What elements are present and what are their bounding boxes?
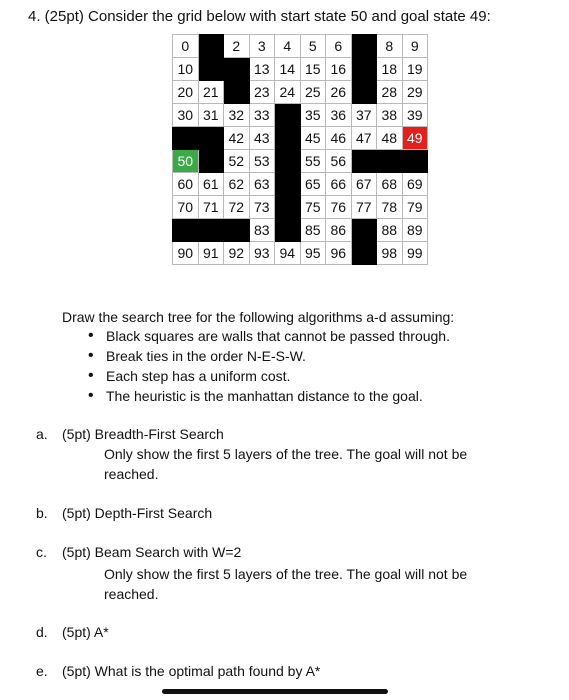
grid-cell: 45 xyxy=(300,127,326,150)
grid-cell: 16 xyxy=(326,58,352,81)
grid-cell: 71 xyxy=(198,196,224,219)
grid-cell: 99 xyxy=(402,242,428,265)
grid-row xyxy=(173,127,428,150)
wall-cell xyxy=(198,150,224,173)
grid-cell: 15 xyxy=(300,58,326,81)
wall-cell xyxy=(198,58,224,81)
grid-cell: 25 xyxy=(300,81,326,104)
grid-cell: 6 xyxy=(326,35,352,58)
grid-cell: 29 xyxy=(402,81,428,104)
grid-cell: 24 xyxy=(275,81,301,104)
assumption-item: • The heuristic is the manhattan distance to the goal. xyxy=(88,386,450,406)
grid-cell: 53 xyxy=(249,150,275,173)
grid-cell: 30 xyxy=(173,104,199,127)
wall-cell xyxy=(198,35,224,58)
wall-cell xyxy=(275,104,301,127)
wall-cell xyxy=(275,150,301,173)
grid-cell: 13 xyxy=(249,58,275,81)
wall-cell xyxy=(224,81,250,104)
wall-cell xyxy=(275,127,301,150)
grid-cell: 36 xyxy=(326,104,352,127)
question-a-title: (5pt) Breadth-First Search xyxy=(62,426,224,442)
wall-cell xyxy=(377,150,403,173)
grid-cell: 89 xyxy=(402,219,428,242)
grid-row xyxy=(173,173,428,196)
wall-cell xyxy=(275,219,301,242)
grid-cell: 92 xyxy=(224,242,250,265)
wall-cell xyxy=(198,127,224,150)
grid-cell: 61 xyxy=(198,173,224,196)
wall-cell xyxy=(224,58,250,81)
grid-cell: 75 xyxy=(300,196,326,219)
grid-row xyxy=(173,104,428,127)
grid-cell: 28 xyxy=(377,81,403,104)
grid-row xyxy=(173,196,428,219)
grid-cell: 98 xyxy=(377,242,403,265)
grid-cell: 85 xyxy=(300,219,326,242)
grid-cell: 55 xyxy=(300,150,326,173)
grid-cell: 39 xyxy=(402,104,428,127)
grid-cell: 69 xyxy=(402,173,428,196)
wall-cell xyxy=(198,219,224,242)
grid-cell: 47 xyxy=(351,127,377,150)
grid-cell: 35 xyxy=(300,104,326,127)
question-c-title: (5pt) Beam Search with W=2 xyxy=(62,544,242,560)
grid-cell: 26 xyxy=(326,81,352,104)
grid-cell: 2 xyxy=(224,35,250,58)
wall-cell xyxy=(275,173,301,196)
wall-cell xyxy=(224,219,250,242)
wall-cell xyxy=(173,127,199,150)
wall-cell xyxy=(351,58,377,81)
grid-cell: 20 xyxy=(173,81,199,104)
question-c-detail: Only show the first 5 layers of the tree. The goal will not be reached. xyxy=(104,566,468,602)
grid-cell: 32 xyxy=(224,104,250,127)
grid-cell: 63 xyxy=(249,173,275,196)
question-c-label: c. xyxy=(36,544,47,560)
grid-cell: 10 xyxy=(173,58,199,81)
question-d-label: d. xyxy=(36,624,48,640)
wall-cell xyxy=(351,242,377,265)
grid-cell: 83 xyxy=(249,219,275,242)
problem-title: 4. (25pt) Consider the grid below with start state 50 and goal state 49: xyxy=(28,8,491,25)
grid-cell: 76 xyxy=(326,196,352,219)
grid-cell: 78 xyxy=(377,196,403,219)
grid-cell: 68 xyxy=(377,173,403,196)
grid-cell: 79 xyxy=(402,196,428,219)
instructions-intro: Draw the search tree for the following algorithms a-d assuming: xyxy=(62,309,455,325)
question-b-title: (5pt) Depth-First Search xyxy=(62,505,213,521)
grid-cell: 19 xyxy=(402,58,428,81)
grid-cell: 42 xyxy=(224,127,250,150)
question-e-title: (5pt) What is the optimal path found by A* xyxy=(62,663,321,679)
wall-cell xyxy=(173,219,199,242)
wall-cell xyxy=(275,196,301,219)
grid-row xyxy=(173,242,428,265)
wall-cell xyxy=(402,150,428,173)
wall-cell xyxy=(351,35,377,58)
grid-cell: 88 xyxy=(377,219,403,242)
assumption-list xyxy=(88,326,450,406)
wall-cell xyxy=(351,150,377,173)
goal-cell: 49 xyxy=(402,127,428,150)
question-e-label: e. xyxy=(36,663,48,679)
grid-cell: 23 xyxy=(249,81,275,104)
grid-row xyxy=(173,150,428,173)
grid-cell: 14 xyxy=(275,58,301,81)
grid-cell: 73 xyxy=(249,196,275,219)
grid-cell: 91 xyxy=(198,242,224,265)
grid-cell: 67 xyxy=(351,173,377,196)
grid-row xyxy=(173,58,428,81)
home-indicator-bar xyxy=(162,689,388,694)
grid-world xyxy=(172,34,428,265)
grid-cell: 46 xyxy=(326,127,352,150)
grid-cell: 5 xyxy=(300,35,326,58)
wall-cell xyxy=(351,219,377,242)
grid-cell: 60 xyxy=(173,173,199,196)
grid-cell: 18 xyxy=(377,58,403,81)
start-cell: 50 xyxy=(173,150,199,173)
grid-cell: 43 xyxy=(249,127,275,150)
grid-cell: 56 xyxy=(326,150,352,173)
grid-cell: 38 xyxy=(377,104,403,127)
wall-cell xyxy=(351,81,377,104)
grid-cell: 21 xyxy=(198,81,224,104)
grid-row xyxy=(173,35,428,58)
grid-cell: 93 xyxy=(249,242,275,265)
grid-cell: 4 xyxy=(275,35,301,58)
grid-row xyxy=(173,219,428,242)
grid-cell: 48 xyxy=(377,127,403,150)
grid-cell: 3 xyxy=(249,35,275,58)
grid-cell: 77 xyxy=(351,196,377,219)
grid-cell: 86 xyxy=(326,219,352,242)
grid-cell: 66 xyxy=(326,173,352,196)
grid-cell: 96 xyxy=(326,242,352,265)
grid-cell: 31 xyxy=(198,104,224,127)
grid-cell: 9 xyxy=(402,35,428,58)
grid-cell: 0 xyxy=(173,35,199,58)
assumption-item: • Black squares are walls that cannot be passed through. xyxy=(88,326,450,346)
grid-cell: 52 xyxy=(224,150,250,173)
question-a-label: a. xyxy=(36,426,48,442)
grid-row xyxy=(173,81,428,104)
grid-cell: 95 xyxy=(300,242,326,265)
grid-cell: 37 xyxy=(351,104,377,127)
grid-cell: 90 xyxy=(173,242,199,265)
assumption-item: • Break ties in the order N-E-S-W. xyxy=(88,346,450,366)
grid-cell: 72 xyxy=(224,196,250,219)
question-b-label: b. xyxy=(36,505,48,521)
assumption-item: • Each step has a uniform cost. xyxy=(88,366,450,386)
grid-cell: 65 xyxy=(300,173,326,196)
grid-cell: 94 xyxy=(275,242,301,265)
grid-cell: 62 xyxy=(224,173,250,196)
grid-cell: 8 xyxy=(377,35,403,58)
question-d-title: (5pt) A* xyxy=(62,624,109,640)
question-a-detail: Only show the first 5 layers of the tree. The goal will not be reached. xyxy=(104,446,468,482)
grid-cell: 33 xyxy=(249,104,275,127)
grid-cell: 70 xyxy=(173,196,199,219)
